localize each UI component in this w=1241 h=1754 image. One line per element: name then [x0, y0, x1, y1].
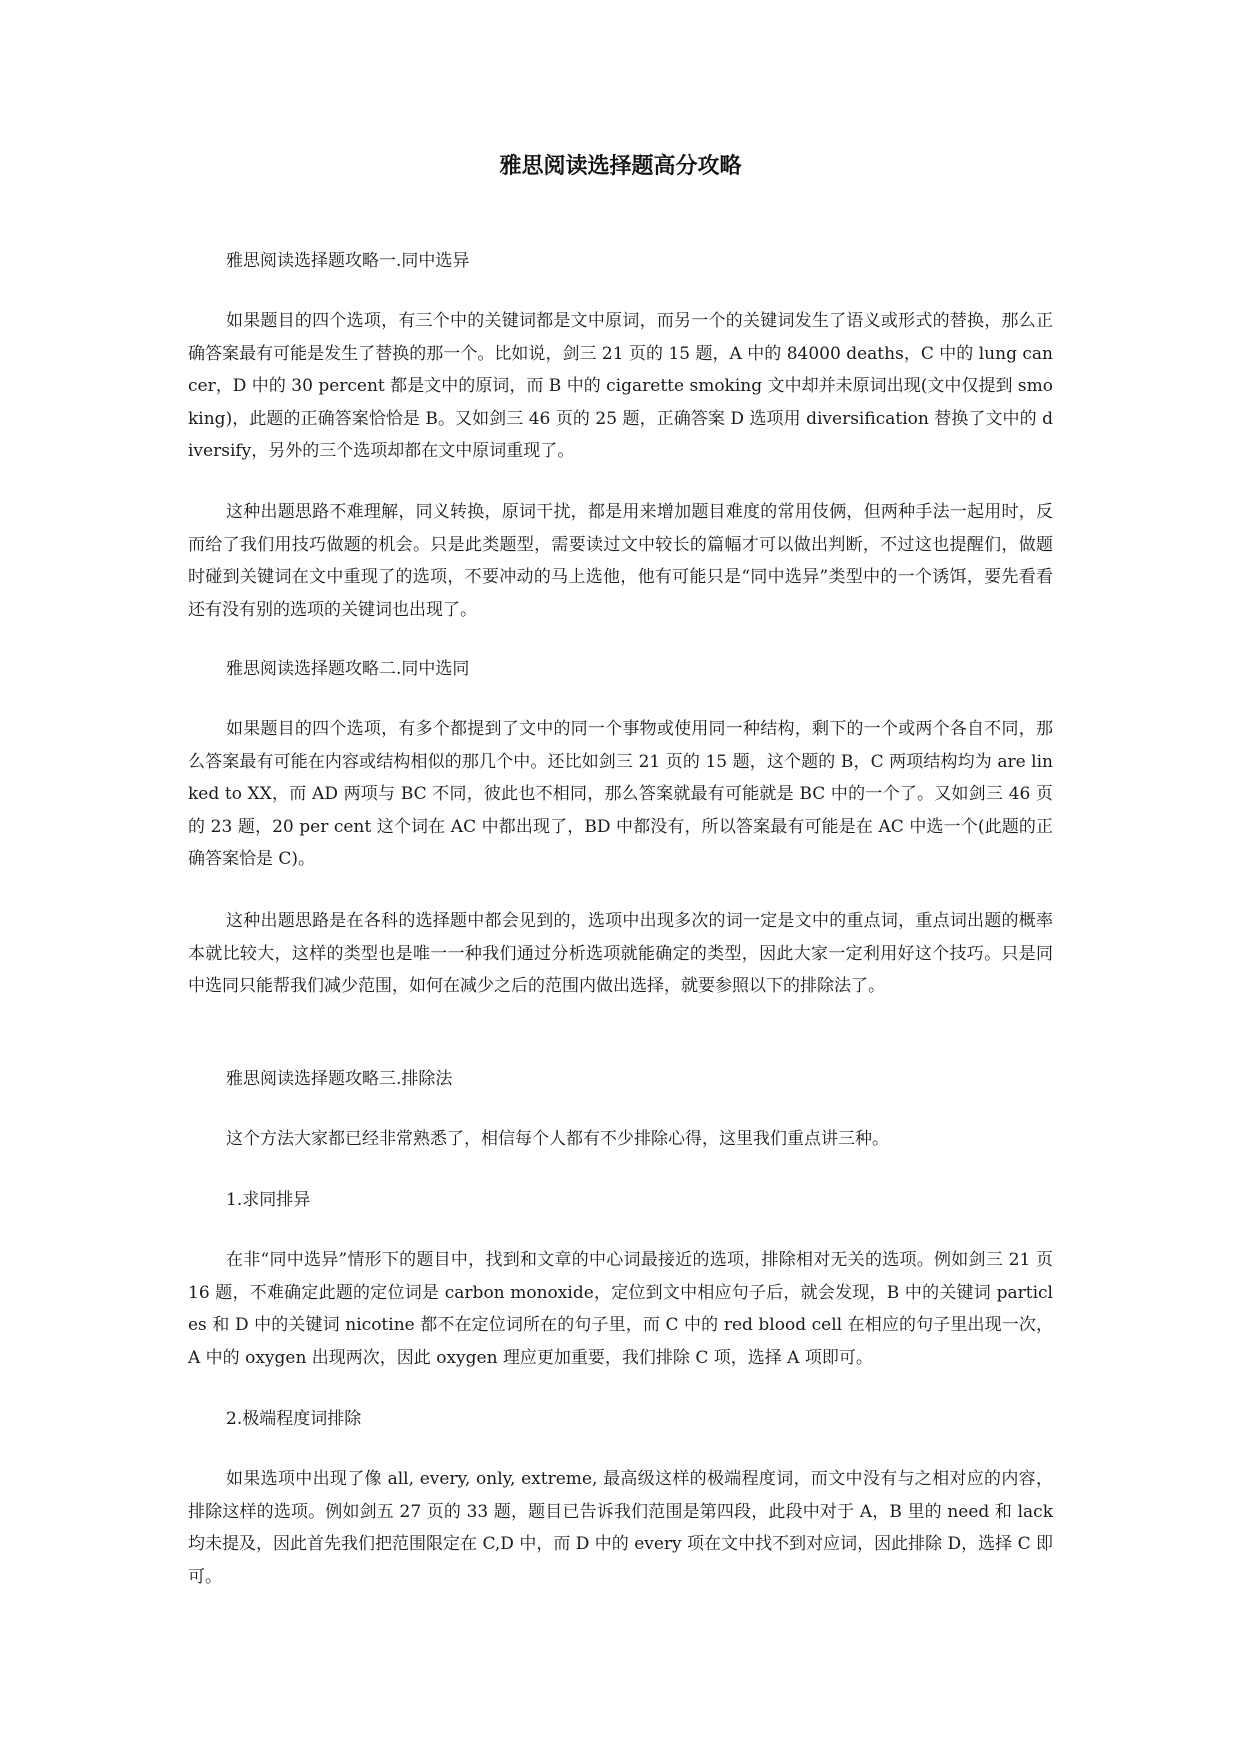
subheading-1: 1.求同排异: [226, 1190, 311, 1210]
paragraph-5: 这个方法大家都已经非常熟悉了，相信每个人都有不少排除心得，这里我们重点讲三种。: [226, 1129, 889, 1149]
paragraph-6: 在非“同中选异”情形下的题目中，找到和文章的中心词最接近的选项，排除相对无关的选项。例如剑三 21 页 16 题，不难确定此题的定位词是 carbon monoxide，定位到文中相应句子后，就会发现，B 中的关键词 particles 和 D 中的关键词 nicotine 都不在定位词所在的句子里，而 C 中的 red blood cell 在相应的句子里出现一次，A 中的 oxygen 出现两次，因此 oxygen 理应更加重要，我们排除 C 项，选择 A 项即可。: [188, 1250, 1053, 1368]
paragraph-2: 这种出题思路不难理解，同义转换，原词干扰，都是用来增加题目难度的常用伎俩，但两种手法一起用时，反而给了我们用技巧做题的机会。只是此类题型，需要读过文中较长的篇幅才可以做出判断，不过这也提醒们，做题时碰到关键词在文中重现了的选项，不要冲动的马上选他，他有可能只是“同中选异”类型中的一个诱饵，要先看看还有没有别的选项的关键词也出现了。: [188, 502, 1053, 620]
section-heading-1: 雅思阅读选择题攻略一.同中选异: [226, 251, 470, 271]
paragraph-4: 这种出题思路是在各科的选择题中都会见到的，选项中出现多次的词一定是文中的重点词，重点词出题的概率本就比较大，这样的类型也是唯一一种我们通过分析选项就能确定的类型，因此大家一定利用好这个技巧。只是同中选同只能帮我们减少范围，如何在减少之后的范围内做出选择，就要参照以下的排除法了。: [188, 911, 1053, 996]
section-heading-3: 雅思阅读选择题攻略三.排除法: [226, 1069, 453, 1089]
subheading-2: 2.极端程度词排除: [226, 1409, 362, 1429]
document-title: 雅思阅读选择题高分攻略: [499, 154, 742, 179]
paragraph-3: 如果题目的四个选项，有多个都提到了文中的同一个事物或使用同一种结构，剩下的一个或两个各自不同，那么答案最有可能在内容或结构相似的那几个中。还比如剑三 21 页的 15 题，这个题的 B，C 两项结构均为 are linked to XX，而 AD 两项与 BC 不同，彼此也不相同，那么答案就最有可能就是 BC 中的一个了。又如剑三 46 页的 23 题，20 per cent 这个词在 AC 中都出现了，BD 中都没有，所以答案最有可能是在 AC 中选一个(此题的正确答案恰是 C)。: [188, 719, 1053, 869]
section-heading-2: 雅思阅读选择题攻略二.同中选同: [226, 659, 470, 679]
paragraph-7: 如果选项中出现了像 all, every, only, extreme, 最高级这样的极端程度词，而文中没有与之相对应的内容，排除这样的选项。例如剑五 27 页的 33 题，题目已告诉我们范围是第四段，此段中对于 A，B 里的 need 和 lack 均未提及，因此首先我们把范围限定在 C,D 中，而 D 中的 every 项在文中找不到对应词，因此排除 D，选择 C 即可。: [188, 1469, 1053, 1587]
paragraph-1: 如果题目的四个选项，有三个中的关键词都是文中原词，而另一个的关键词发生了语义或形式的替换，那么正确答案最有可能是发生了替换的那一个。比如说，剑三 21 页的 15 题，A 中的 84000 deaths，C 中的 lung cancer，D 中的 30 percent 都是文中的原词，而 B 中的 cigarette smoking 文中却并未原词出现(文中仅提到 smoking)，此题的正确答案恰恰是 B。又如剑三 46 页的 25 题，正确答案 D 选项用 diversification 替换了文中的 diversify，另外的三个选项却都在文中原词重现了。: [188, 311, 1053, 461]
document-page: [188, 0, 1053, 1754]
